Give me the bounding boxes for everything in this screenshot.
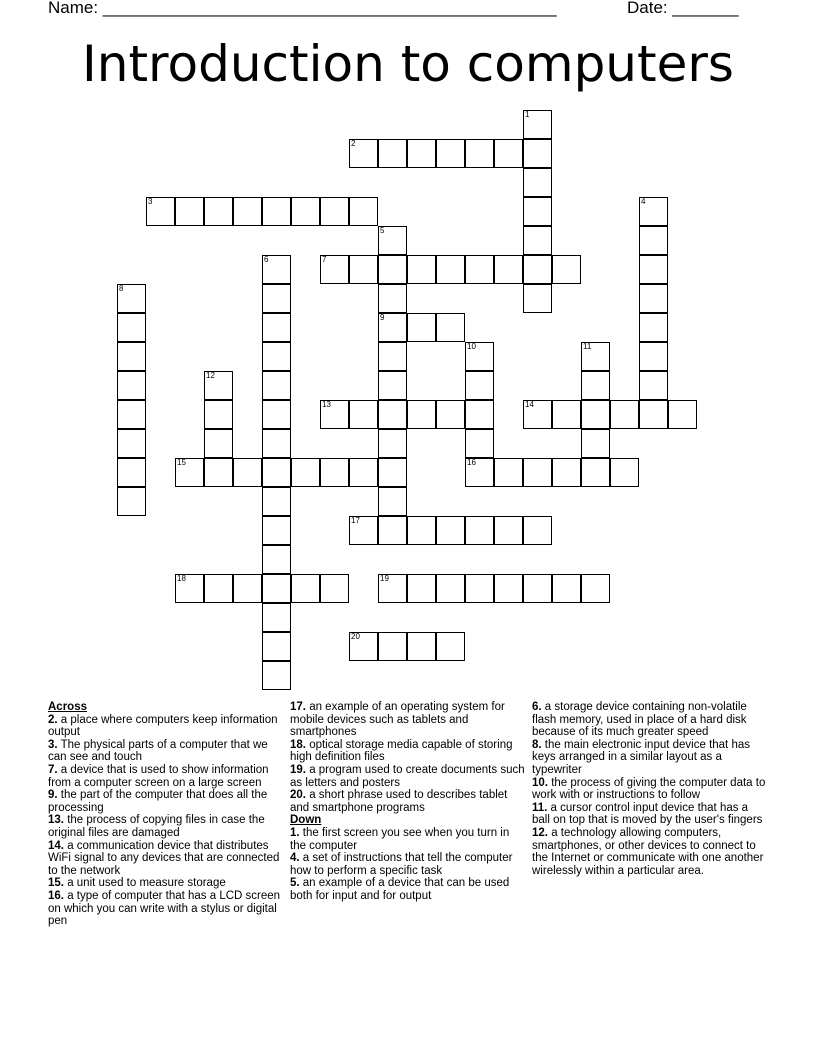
clue-item bbox=[290, 877, 526, 902]
clue-item-number: 9. bbox=[48, 789, 58, 802]
clue-item bbox=[290, 739, 526, 764]
section-heading: Down bbox=[290, 814, 322, 827]
grid-cell[interactable] bbox=[407, 400, 436, 429]
clue-item bbox=[48, 877, 284, 890]
clue-item bbox=[48, 890, 284, 928]
grid-cell[interactable] bbox=[581, 371, 610, 400]
grid-cell[interactable] bbox=[262, 661, 291, 690]
grid-cell[interactable] bbox=[262, 313, 291, 342]
grid-cell[interactable] bbox=[117, 342, 146, 371]
grid-cell[interactable] bbox=[378, 400, 407, 429]
grid-cell[interactable] bbox=[233, 197, 262, 226]
grid-cell[interactable] bbox=[117, 284, 146, 313]
clue-item-number: 4. bbox=[290, 852, 300, 865]
grid-cell[interactable] bbox=[378, 458, 407, 487]
grid-cell[interactable] bbox=[262, 429, 291, 458]
grid-cell[interactable] bbox=[262, 197, 291, 226]
grid-cell[interactable] bbox=[465, 255, 494, 284]
grid-cell[interactable] bbox=[378, 313, 407, 342]
grid-cell[interactable] bbox=[407, 516, 436, 545]
clue-number: 8 bbox=[119, 284, 124, 293]
clue-number: 1 bbox=[525, 110, 530, 119]
grid-cell[interactable] bbox=[291, 574, 320, 603]
clue-item-number: 10. bbox=[532, 776, 548, 789]
clues-column-2 bbox=[290, 701, 526, 903]
clue-item bbox=[290, 764, 526, 789]
grid-cell[interactable] bbox=[581, 574, 610, 603]
grid-cell[interactable] bbox=[262, 400, 291, 429]
grid-cell[interactable] bbox=[320, 574, 349, 603]
grid-cell[interactable] bbox=[378, 139, 407, 168]
grid-cell[interactable] bbox=[465, 574, 494, 603]
clue-item bbox=[532, 827, 768, 877]
clue-item bbox=[290, 789, 526, 814]
clue-item-text: a place where computers keep information output bbox=[48, 713, 278, 739]
clue-item-number: 3. bbox=[48, 738, 58, 751]
grid-cell[interactable] bbox=[349, 197, 378, 226]
grid-cell[interactable] bbox=[639, 313, 668, 342]
grid-cell[interactable] bbox=[262, 574, 291, 603]
grid-cell[interactable] bbox=[262, 458, 291, 487]
grid-cell[interactable] bbox=[436, 255, 465, 284]
clue-item-text: the part of the computer that does all the processing bbox=[48, 789, 268, 814]
grid-cell[interactable] bbox=[204, 371, 233, 400]
clue-item-text: a short phrase used to describes tablet and smartphone programs bbox=[290, 789, 508, 814]
grid-cell[interactable] bbox=[378, 255, 407, 284]
grid-cell[interactable] bbox=[581, 458, 610, 487]
clue-item-text: a set of instructions that tell the computer how to perform a specific task bbox=[290, 852, 513, 877]
clue-item bbox=[48, 764, 284, 789]
grid-cell[interactable] bbox=[494, 516, 523, 545]
grid-cell[interactable] bbox=[349, 632, 378, 661]
clue-item bbox=[532, 777, 768, 802]
grid-cell[interactable] bbox=[378, 226, 407, 255]
clue-item-number: 12. bbox=[532, 826, 548, 839]
grid-cell[interactable] bbox=[349, 458, 378, 487]
clue-number: 17 bbox=[351, 516, 360, 525]
clue-item-number: 15. bbox=[48, 877, 64, 890]
clue-item-number: 17. bbox=[290, 701, 306, 713]
grid-cell[interactable] bbox=[262, 342, 291, 371]
clue-item bbox=[532, 802, 768, 827]
grid-cell[interactable] bbox=[581, 342, 610, 371]
grid-cell[interactable] bbox=[204, 429, 233, 458]
clue-item-text: an example of a device that can be used both for input and for output bbox=[290, 877, 510, 902]
grid-cell[interactable] bbox=[436, 574, 465, 603]
clue-number: 16 bbox=[467, 458, 476, 467]
grid-cell[interactable] bbox=[610, 400, 639, 429]
grid-cell[interactable] bbox=[117, 458, 146, 487]
grid-cell[interactable] bbox=[262, 516, 291, 545]
clue-item bbox=[532, 739, 768, 777]
grid-cell[interactable] bbox=[407, 313, 436, 342]
grid-cell[interactable] bbox=[320, 458, 349, 487]
grid-cell[interactable] bbox=[465, 400, 494, 429]
clue-item bbox=[48, 840, 284, 878]
clue-item-number: 2. bbox=[48, 713, 58, 726]
grid-cell[interactable] bbox=[523, 255, 552, 284]
clue-item-text: a device that is used to show information from a computer screen on a large screen bbox=[48, 763, 269, 789]
grid-cell[interactable] bbox=[378, 284, 407, 313]
grid-cell[interactable] bbox=[146, 197, 175, 226]
grid-cell[interactable] bbox=[262, 255, 291, 284]
clue-item-number: 19. bbox=[290, 763, 306, 776]
grid-cell[interactable] bbox=[523, 197, 552, 226]
grid-cell[interactable] bbox=[320, 197, 349, 226]
clue-item bbox=[290, 827, 526, 852]
clue-item-number: 20. bbox=[290, 789, 306, 802]
clue-number: 7 bbox=[322, 255, 327, 264]
clue-number: 9 bbox=[380, 313, 385, 322]
grid-cell[interactable] bbox=[581, 429, 610, 458]
grid-cell[interactable] bbox=[378, 516, 407, 545]
clue-item-text: a type of computer that has a LCD screen on which you can write with a stylus or digital pen bbox=[48, 889, 281, 928]
grid-cell[interactable] bbox=[523, 284, 552, 313]
clue-item-text: an example of an operating system for mobile devices such as tablets and smartphones bbox=[290, 701, 505, 739]
clue-item bbox=[48, 714, 284, 739]
grid-cell[interactable] bbox=[175, 197, 204, 226]
clue-item-text: optical storage media capable of storing high definition files bbox=[290, 738, 513, 764]
grid-cell[interactable] bbox=[204, 400, 233, 429]
grid-cell[interactable] bbox=[407, 632, 436, 661]
grid-cell[interactable] bbox=[436, 632, 465, 661]
grid-cell[interactable] bbox=[610, 458, 639, 487]
clue-number: 4 bbox=[641, 197, 646, 206]
grid-cell[interactable] bbox=[291, 458, 320, 487]
clue-number: 5 bbox=[380, 226, 385, 235]
clue-number: 3 bbox=[148, 197, 153, 206]
clue-item bbox=[48, 789, 284, 814]
grid-cell[interactable] bbox=[668, 400, 697, 429]
clue-item bbox=[290, 701, 526, 739]
grid-cell[interactable] bbox=[494, 255, 523, 284]
page-title: Introduction to computers bbox=[82, 35, 734, 93]
grid-cell[interactable] bbox=[378, 342, 407, 371]
grid-cell[interactable] bbox=[552, 400, 581, 429]
clue-number: 18 bbox=[177, 574, 186, 583]
name-field[interactable]: Name: ________________________________________________ bbox=[48, 0, 557, 17]
grid-cell[interactable] bbox=[523, 458, 552, 487]
grid-cell[interactable] bbox=[436, 516, 465, 545]
grid-cell[interactable] bbox=[552, 255, 581, 284]
clues-column-3 bbox=[532, 701, 768, 877]
clue-number: 14 bbox=[525, 400, 534, 409]
grid-cell[interactable] bbox=[204, 197, 233, 226]
grid-cell[interactable] bbox=[639, 197, 668, 226]
grid-cell[interactable] bbox=[204, 458, 233, 487]
grid-cell[interactable] bbox=[117, 429, 146, 458]
grid-cell[interactable] bbox=[639, 284, 668, 313]
grid-cell[interactable] bbox=[407, 255, 436, 284]
clue-item-number: 7. bbox=[48, 763, 58, 776]
grid-cell[interactable] bbox=[523, 516, 552, 545]
grid-cell[interactable] bbox=[465, 342, 494, 371]
clue-item-text: a technology allowing computers, smartphones, or other devices to connect to the Internet or communicate with one another wirelessly within a particular area. bbox=[532, 826, 764, 877]
grid-cell[interactable] bbox=[436, 313, 465, 342]
grid-cell[interactable] bbox=[117, 371, 146, 400]
grid-cell[interactable] bbox=[523, 400, 552, 429]
grid-cell[interactable] bbox=[349, 255, 378, 284]
clue-item-number: 6. bbox=[532, 701, 542, 713]
clue-number: 10 bbox=[467, 342, 476, 351]
clue-item bbox=[48, 739, 284, 764]
clue-item-text: the process of giving the computer data to work with or instructions to follow bbox=[532, 776, 766, 802]
clue-item-number: 13. bbox=[48, 814, 64, 827]
clue-number: 19 bbox=[380, 574, 389, 583]
grid-cell[interactable] bbox=[320, 255, 349, 284]
clue-number: 2 bbox=[351, 139, 356, 148]
grid-cell[interactable] bbox=[407, 574, 436, 603]
grid-cell[interactable] bbox=[523, 574, 552, 603]
grid-cell[interactable] bbox=[378, 632, 407, 661]
grid-cell[interactable] bbox=[262, 603, 291, 632]
clue-item-text: a communication device that distributes WiFi signal to any devices that are connected to the network bbox=[48, 839, 280, 877]
grid-cell[interactable] bbox=[378, 429, 407, 458]
grid-cell[interactable] bbox=[465, 516, 494, 545]
grid-cell[interactable] bbox=[407, 139, 436, 168]
clue-number: 11 bbox=[583, 342, 592, 351]
clue-item-text: a storage device containing non-volatile flash memory, used in place of a hard disk because of its much greater speed bbox=[532, 701, 747, 739]
clue-item-text: a program used to create documents such as letters and posters bbox=[290, 763, 525, 789]
grid-cell[interactable] bbox=[117, 487, 146, 516]
clue-item-number: 14. bbox=[48, 839, 64, 852]
grid-cell[interactable] bbox=[349, 400, 378, 429]
grid-cell[interactable] bbox=[233, 574, 262, 603]
grid-cell[interactable] bbox=[262, 632, 291, 661]
grid-cell[interactable] bbox=[639, 400, 668, 429]
grid-cell[interactable] bbox=[233, 458, 262, 487]
grid-cell[interactable] bbox=[117, 400, 146, 429]
clue-number: 12 bbox=[206, 371, 215, 380]
grid-cell[interactable] bbox=[639, 226, 668, 255]
grid-cell[interactable] bbox=[639, 255, 668, 284]
clue-item-number: 5. bbox=[290, 877, 300, 890]
clue-number: 6 bbox=[264, 255, 269, 264]
grid-cell[interactable] bbox=[262, 545, 291, 574]
clue-item-text: the first screen you see when you turn in the computer bbox=[290, 826, 510, 852]
grid-cell[interactable] bbox=[378, 371, 407, 400]
grid-cell[interactable] bbox=[262, 487, 291, 516]
clue-item-number: 11. bbox=[532, 801, 548, 814]
clue-item-text: a unit used to measure storage bbox=[64, 877, 226, 890]
grid-cell[interactable] bbox=[117, 313, 146, 342]
grid-cell[interactable] bbox=[378, 487, 407, 516]
clue-number: 20 bbox=[351, 632, 360, 641]
grid-cell[interactable] bbox=[581, 400, 610, 429]
grid-cell[interactable] bbox=[262, 284, 291, 313]
grid-cell[interactable] bbox=[494, 574, 523, 603]
clue-item bbox=[48, 814, 284, 839]
grid-cell[interactable] bbox=[320, 400, 349, 429]
grid-cell[interactable] bbox=[349, 139, 378, 168]
grid-cell[interactable] bbox=[436, 400, 465, 429]
clue-item-number: 16. bbox=[48, 889, 64, 902]
grid-cell[interactable] bbox=[465, 139, 494, 168]
clue-item-text: the main electronic input device that has keys arranged in a similar layout as a typewriter bbox=[532, 738, 750, 776]
grid-cell[interactable] bbox=[465, 458, 494, 487]
grid-cell[interactable] bbox=[639, 342, 668, 371]
clues-column-1 bbox=[48, 701, 284, 928]
clue-item-text: a cursor control input device that has a ball on top that is moved by the user's fingers bbox=[532, 801, 763, 827]
grid-cell[interactable] bbox=[291, 197, 320, 226]
clue-item-number: 1. bbox=[290, 826, 300, 839]
grid-cell[interactable] bbox=[465, 429, 494, 458]
grid-cell[interactable] bbox=[494, 139, 523, 168]
grid-cell[interactable] bbox=[523, 168, 552, 197]
grid-cell[interactable] bbox=[639, 371, 668, 400]
clue-number: 13 bbox=[322, 400, 331, 409]
grid-cell[interactable] bbox=[175, 458, 204, 487]
grid-cell[interactable] bbox=[552, 458, 581, 487]
grid-cell[interactable] bbox=[523, 139, 552, 168]
clue-item-text: the process of copying files in case the original files are damaged bbox=[48, 814, 265, 839]
grid-cell[interactable] bbox=[262, 371, 291, 400]
section-heading: Across bbox=[48, 701, 87, 713]
grid-cell[interactable] bbox=[349, 516, 378, 545]
clue-item-number: 18. bbox=[290, 738, 306, 751]
grid-cell[interactable] bbox=[175, 574, 204, 603]
clue-item bbox=[290, 852, 526, 877]
grid-cell[interactable] bbox=[523, 110, 552, 139]
grid-cell[interactable] bbox=[494, 458, 523, 487]
grid-cell[interactable] bbox=[204, 574, 233, 603]
grid-cell[interactable] bbox=[378, 574, 407, 603]
grid-cell[interactable] bbox=[552, 574, 581, 603]
grid-cell[interactable] bbox=[436, 139, 465, 168]
clue-number: 15 bbox=[177, 458, 186, 467]
clue-item bbox=[532, 701, 768, 739]
grid-cell[interactable] bbox=[465, 371, 494, 400]
grid-cell[interactable] bbox=[523, 226, 552, 255]
clue-item-text: The physical parts of a computer that we can see and touch bbox=[48, 738, 268, 764]
date-field[interactable]: Date: _______ bbox=[627, 0, 739, 17]
clue-item-number: 8. bbox=[532, 738, 542, 751]
